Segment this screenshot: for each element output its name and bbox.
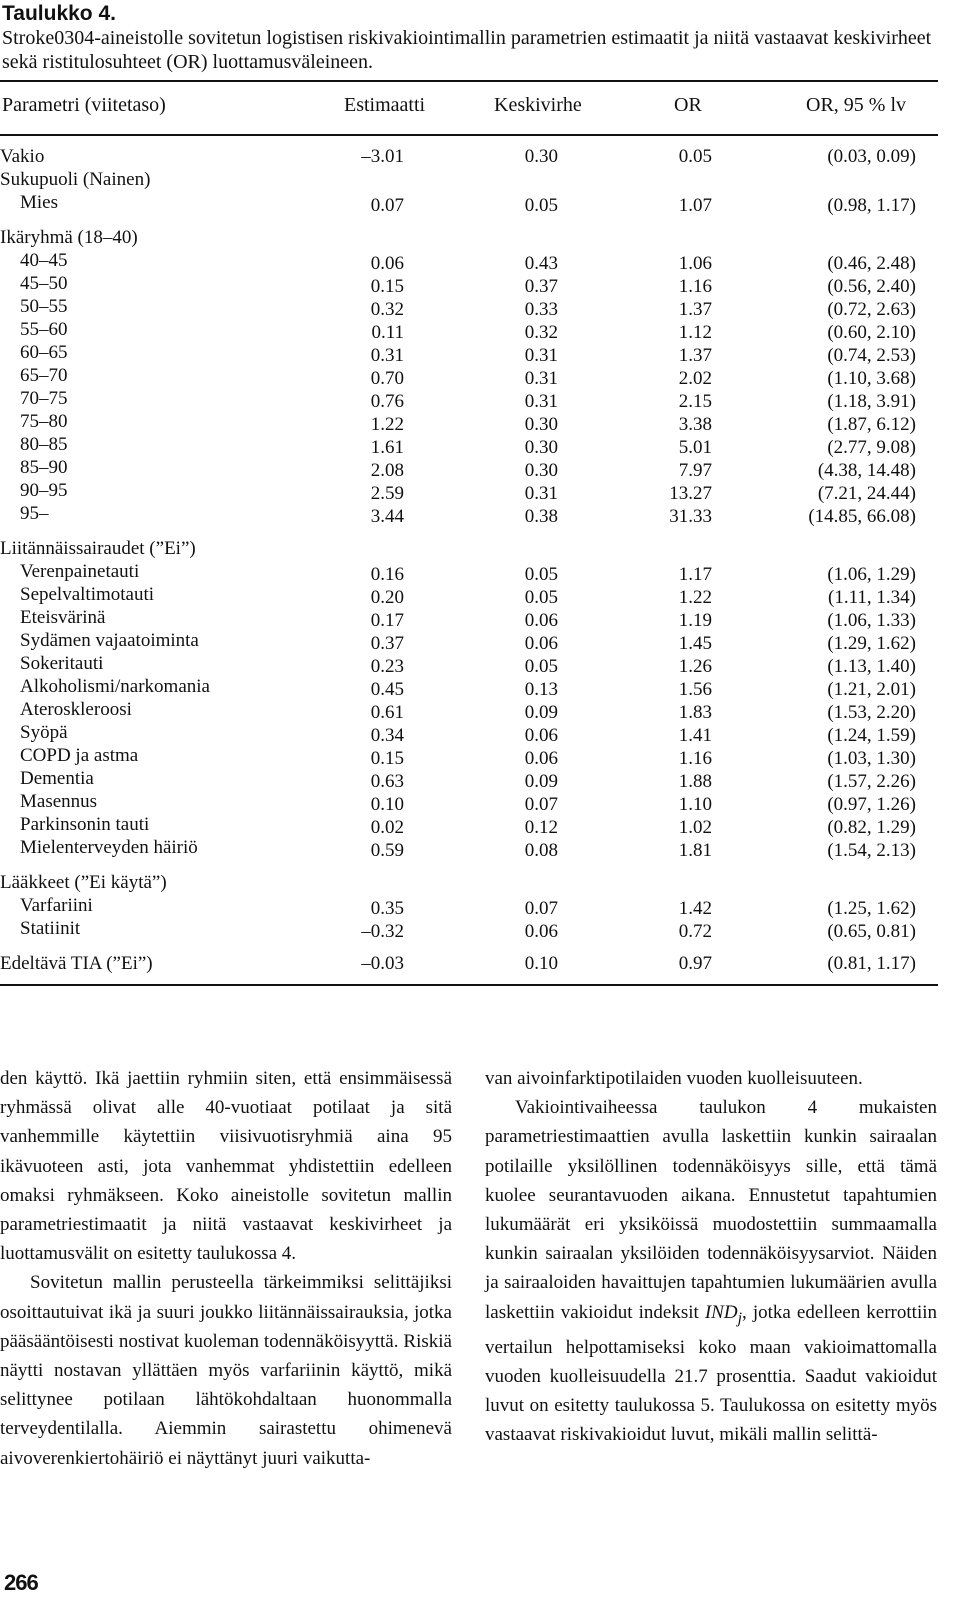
row-label: Verenpainetauti (20, 561, 140, 582)
cell-or: 1.37 (678, 299, 712, 320)
cell-std-error: 0.09 (524, 771, 558, 792)
row-label: COPD ja astma (20, 745, 139, 766)
cell-estimate: 0.16 (370, 564, 404, 585)
row-label: Mies (20, 192, 58, 213)
cell-estimate: 0.61 (370, 702, 404, 723)
cell-or: 1.45 (678, 633, 712, 654)
cell-estimate: 0.23 (370, 656, 404, 677)
cell-estimate: 0.31 (370, 345, 404, 366)
cell-or: 7.97 (678, 460, 712, 481)
table-row (0, 275, 938, 298)
cell-ci: (4.38, 14.48) (817, 460, 916, 481)
body-text: Vakiointivaiheessa taulukon 4 mukaisten parametriestimaattien avulla laskettiin kunkin sairaalan potilaille yksilöllinen todennäköisyys sille, että tämä kuolee seurantavuoden aikana. Ennustetut tapahtumien lukumäärät eri yksiköissä muodostettiin summaamalla kunkin sairaalan yksilöiden todennäköisyysarviot. Näiden ja sairaaloiden havaittujen tapahtumien lukumäärien avulla laskettiin vakioidut indeksit (485, 1097, 937, 1323)
cell-or: 1.22 (678, 587, 712, 608)
cell-ci: (1.54, 2.13) (827, 840, 916, 861)
cell-std-error: 0.31 (524, 368, 558, 389)
table-row (0, 586, 938, 609)
cell-ci: (2.77, 9.08) (827, 437, 916, 458)
header-std-error: Keskivirhe (494, 94, 582, 116)
cell-estimate: 0.11 (371, 322, 404, 343)
table-row (0, 952, 938, 975)
cell-estimate: 0.02 (370, 817, 404, 838)
row-label: Eteisvärinä (20, 607, 106, 628)
cell-or: 1.07 (678, 195, 712, 216)
cell-ci: (0.98, 1.17) (827, 195, 916, 216)
cell-estimate: –3.01 (361, 146, 404, 167)
index-symbol: IND (704, 1301, 738, 1323)
cell-std-error: 0.37 (524, 276, 558, 297)
cell-estimate: 2.59 (370, 483, 404, 504)
row-label: 45–50 (20, 273, 68, 294)
row-label: Syöpä (20, 722, 68, 743)
cell-or: 1.42 (678, 898, 712, 919)
cell-std-error: 0.13 (524, 679, 558, 700)
row-label: 80–85 (20, 434, 68, 455)
cell-std-error: 0.06 (524, 725, 558, 746)
cell-estimate: –0.03 (361, 953, 404, 974)
cell-estimate: 0.20 (370, 587, 404, 608)
cell-or: 0.97 (678, 953, 712, 974)
cell-estimate: 0.15 (370, 748, 404, 769)
cell-ci: (0.03, 0.09) (827, 146, 916, 167)
cell-or: 1.06 (678, 253, 712, 274)
cell-ci: (1.25, 1.62) (827, 898, 916, 919)
cell-estimate: 1.61 (370, 437, 404, 458)
cell-or: 1.81 (678, 840, 712, 861)
cell-std-error: 0.30 (524, 146, 558, 167)
table-header-rule (0, 134, 938, 136)
row-label: Varfariini (20, 895, 93, 916)
cell-std-error: 0.31 (524, 391, 558, 412)
cell-or: 1.12 (678, 322, 712, 343)
table-row (0, 632, 938, 655)
cell-std-error: 0.05 (524, 656, 558, 677)
cell-ci: (1.11, 1.34) (828, 587, 916, 608)
cell-std-error: 0.10 (524, 953, 558, 974)
cell-std-error: 0.05 (524, 587, 558, 608)
cell-ci: (0.72, 2.63) (827, 299, 916, 320)
row-label: 70–75 (20, 388, 68, 409)
cell-or: 1.41 (678, 725, 712, 746)
cell-or: 1.88 (678, 771, 712, 792)
cell-or: 3.38 (678, 414, 712, 435)
cell-std-error: 0.06 (524, 748, 558, 769)
row-label: Ateroskleroosi (20, 699, 132, 720)
row-label: 90–95 (20, 480, 68, 501)
cell-or: 1.83 (678, 702, 712, 723)
cell-std-error: 0.30 (524, 437, 558, 458)
cell-estimate: 0.35 (370, 898, 404, 919)
cell-or: 1.02 (678, 817, 712, 838)
cell-estimate: 0.32 (370, 299, 404, 320)
cell-or: 1.56 (678, 679, 712, 700)
cell-std-error: 0.05 (524, 564, 558, 585)
cell-std-error: 0.07 (524, 898, 558, 919)
table-row (0, 367, 938, 390)
cell-ci: (7.21, 24.44) (817, 483, 916, 504)
cell-std-error: 0.06 (524, 633, 558, 654)
row-label: Parkinsonin tauti (20, 814, 150, 835)
cell-estimate: 0.45 (370, 679, 404, 700)
cell-ci: (0.82, 1.29) (827, 817, 916, 838)
cell-or: 5.01 (678, 437, 712, 458)
cell-std-error: 0.32 (524, 322, 558, 343)
cell-std-error: 0.30 (524, 414, 558, 435)
cell-ci: (0.56, 2.40) (827, 276, 916, 297)
cell-std-error: 0.08 (524, 840, 558, 861)
table-caption-text: Stroke0304-aineistolle sovitetun logistisen riskivakiointimallin parametrien estimaatit ja niitä vastaavat keskivirheet sekä ristitulosuhteet (OR) luottamusväleineen. (2, 27, 932, 73)
table-row (0, 168, 938, 191)
row-label: 60–65 (20, 342, 68, 363)
row-label: Liitännäissairaudet (”Ei”) (0, 538, 196, 559)
row-label: Edeltävä TIA (”Ei”) (0, 953, 153, 974)
cell-or: 2.02 (678, 368, 712, 389)
body-column-left (0, 1064, 452, 1473)
cell-or: 1.10 (678, 794, 712, 815)
table-row (0, 747, 938, 770)
page-number: 266 (4, 1570, 38, 1595)
cell-ci: (1.18, 3.91) (827, 391, 916, 412)
table-top-rule (0, 80, 938, 82)
header-parameter: Parametri (viitetaso) (2, 94, 166, 116)
cell-estimate: 0.70 (370, 368, 404, 389)
cell-or: 1.37 (678, 345, 712, 366)
table-row (0, 459, 938, 482)
cell-ci: (1.87, 6.12) (827, 414, 916, 435)
cell-estimate: 0.10 (370, 794, 404, 815)
table-caption-label: Taulukko 4. (2, 2, 116, 25)
body-paragraph: van aivoinfarktipotilaiden vuoden kuolleisuuteen. (485, 1068, 863, 1089)
cell-std-error: 0.06 (524, 921, 558, 942)
table-row (0, 390, 938, 413)
cell-ci: (1.06, 1.29) (827, 564, 916, 585)
body-paragraph: Sovitetun mallin perusteella tärkeimmiksi selittäjiksi osoittautuivat ikä ja suuri joukko liitännäissairauksia, jotka pääsääntöisesti nostivat kuoleman todennäköisyyttä. Riskiä näytti nostavan yllättäen myös varfariinin käyttö, mikä selittynee potilaan lähtökohdaltaan huonommalla terveydentilalla. Aiemmin sairastettu ohimenevä aivoverenkiertohäiriö ei näyttänyt juuri vaikutta- (0, 1272, 452, 1469)
cell-ci: (0.97, 1.26) (827, 794, 916, 815)
cell-std-error: 0.12 (524, 817, 558, 838)
row-label: Sukupuoli (Nainen) (0, 169, 151, 190)
cell-ci: (0.65, 0.81) (827, 921, 916, 942)
body-column-right (485, 1064, 937, 1449)
table-row (0, 897, 938, 920)
table-row (0, 226, 938, 249)
cell-or: 31.33 (669, 506, 712, 527)
table-bottom-rule (0, 984, 938, 986)
cell-or: 13.27 (669, 483, 712, 504)
index-subscript: j (737, 1309, 742, 1327)
cell-or: 1.16 (678, 748, 712, 769)
cell-std-error: 0.09 (524, 702, 558, 723)
cell-ci: (1.57, 2.26) (827, 771, 916, 792)
cell-ci: (1.10, 3.68) (827, 368, 916, 389)
header-or: OR (674, 94, 702, 116)
cell-or: 1.26 (678, 656, 712, 677)
cell-ci: (1.29, 1.62) (827, 633, 916, 654)
cell-estimate: –0.32 (361, 921, 404, 942)
table-row (0, 505, 938, 528)
cell-std-error: 0.07 (524, 794, 558, 815)
cell-std-error: 0.06 (524, 610, 558, 631)
cell-ci: (1.53, 2.20) (827, 702, 916, 723)
cell-or: 1.17 (678, 564, 712, 585)
table-row (0, 194, 938, 217)
row-label: 85–90 (20, 457, 68, 478)
table-row (0, 537, 938, 560)
cell-ci: (0.46, 2.48) (827, 253, 916, 274)
cell-or: 0.72 (678, 921, 712, 942)
row-label: Lääkkeet (”Ei käytä”) (0, 872, 167, 893)
table-row (0, 770, 938, 793)
table-row (0, 145, 938, 168)
table-row (0, 678, 938, 701)
cell-or: 0.05 (678, 146, 712, 167)
table-row (0, 413, 938, 436)
row-label: Alkoholismi/narkomania (20, 676, 210, 697)
cell-estimate: 3.44 (370, 506, 404, 527)
row-label: 65–70 (20, 365, 68, 386)
row-label: 75–80 (20, 411, 68, 432)
cell-std-error: 0.43 (524, 253, 558, 274)
table-row (0, 839, 938, 862)
row-label: Ikäryhmä (18–40) (0, 227, 138, 248)
table-row (0, 871, 938, 894)
cell-estimate: 0.15 (370, 276, 404, 297)
cell-estimate: 0.34 (370, 725, 404, 746)
cell-estimate: 2.08 (370, 460, 404, 481)
cell-std-error: 0.05 (524, 195, 558, 216)
row-label: Sokeritauti (20, 653, 104, 674)
row-label: 50–55 (20, 296, 68, 317)
row-label: Vakio (0, 146, 45, 167)
cell-ci: (1.24, 1.59) (827, 725, 916, 746)
cell-ci: (14.85, 66.08) (808, 506, 916, 527)
cell-ci: (1.13, 1.40) (827, 656, 916, 677)
row-label: Mielenterveyden häiriö (20, 837, 198, 858)
table-row (0, 436, 938, 459)
cell-estimate: 0.37 (370, 633, 404, 654)
header-estimate: Estimaatti (344, 94, 426, 116)
cell-std-error: 0.31 (524, 345, 558, 366)
cell-estimate: 1.22 (370, 414, 404, 435)
body-paragraph (485, 1093, 937, 1449)
cell-ci: (0.74, 2.53) (827, 345, 916, 366)
row-label: Sepelvaltimotauti (20, 584, 155, 605)
cell-or: 2.15 (678, 391, 712, 412)
cell-estimate: 0.59 (370, 840, 404, 861)
row-label: 55–60 (20, 319, 68, 340)
table-row (0, 920, 938, 943)
cell-ci: (0.60, 2.10) (827, 322, 916, 343)
cell-ci: (1.03, 1.30) (827, 748, 916, 769)
cell-estimate: 0.17 (370, 610, 404, 631)
cell-estimate: 0.63 (370, 771, 404, 792)
table-row (0, 701, 938, 724)
table-row (0, 298, 938, 321)
body-text: , jotka edelleen kerrottiin vertailun helpottamiseksi koko maan vakioimattomalla vuoden kuolleisuudella 21.7 prosenttia. Saadut vakioidut luvut on esitetty taulukossa 5. Taulukossa on esitetty myös vastaavat riskivakioidut luvut, mikäli mallin selittä- (485, 1301, 937, 1446)
cell-std-error: 0.31 (524, 483, 558, 504)
table-row (0, 482, 938, 505)
row-label: Dementia (20, 768, 94, 789)
row-label: Statiinit (20, 918, 81, 939)
row-label: 40–45 (20, 250, 68, 271)
table-row (0, 344, 938, 367)
table-row (0, 252, 938, 275)
cell-ci: (1.21, 2.01) (827, 679, 916, 700)
cell-std-error: 0.38 (524, 506, 558, 527)
row-label: Sydämen vajaatoiminta (20, 630, 199, 651)
header-ci: OR, 95 % lv (806, 94, 906, 116)
row-label: 95– (20, 503, 49, 524)
cell-or: 1.19 (678, 610, 712, 631)
cell-ci: (1.06, 1.33) (827, 610, 916, 631)
cell-estimate: 0.76 (370, 391, 404, 412)
body-paragraph: den käyttö. Ikä jaettiin ryhmiin siten, että ensimmäisessä ryhmässä olivat alle 40-vuotiaat potilaat ja sitä vanhemmille käytettiin viisivuotisryhmiä aina 95 ikävuoteen asti, jota vanhemmat yhdistettiin edelleen omaksi ryhmäkseen. Koko aineistolle sovitetun mallin parametriestimaatit ja niitä vastaavat keskivirheet ja luottamusvälit on esitetty taulukossa 4. (0, 1068, 452, 1265)
cell-estimate: 0.06 (370, 253, 404, 274)
cell-std-error: 0.33 (524, 299, 558, 320)
table-row (0, 321, 938, 344)
row-label: Masennus (20, 791, 98, 812)
cell-ci: (0.81, 1.17) (827, 953, 916, 974)
cell-estimate: 0.07 (370, 195, 404, 216)
table-row (0, 724, 938, 747)
cell-std-error: 0.30 (524, 460, 558, 481)
cell-or: 1.16 (678, 276, 712, 297)
